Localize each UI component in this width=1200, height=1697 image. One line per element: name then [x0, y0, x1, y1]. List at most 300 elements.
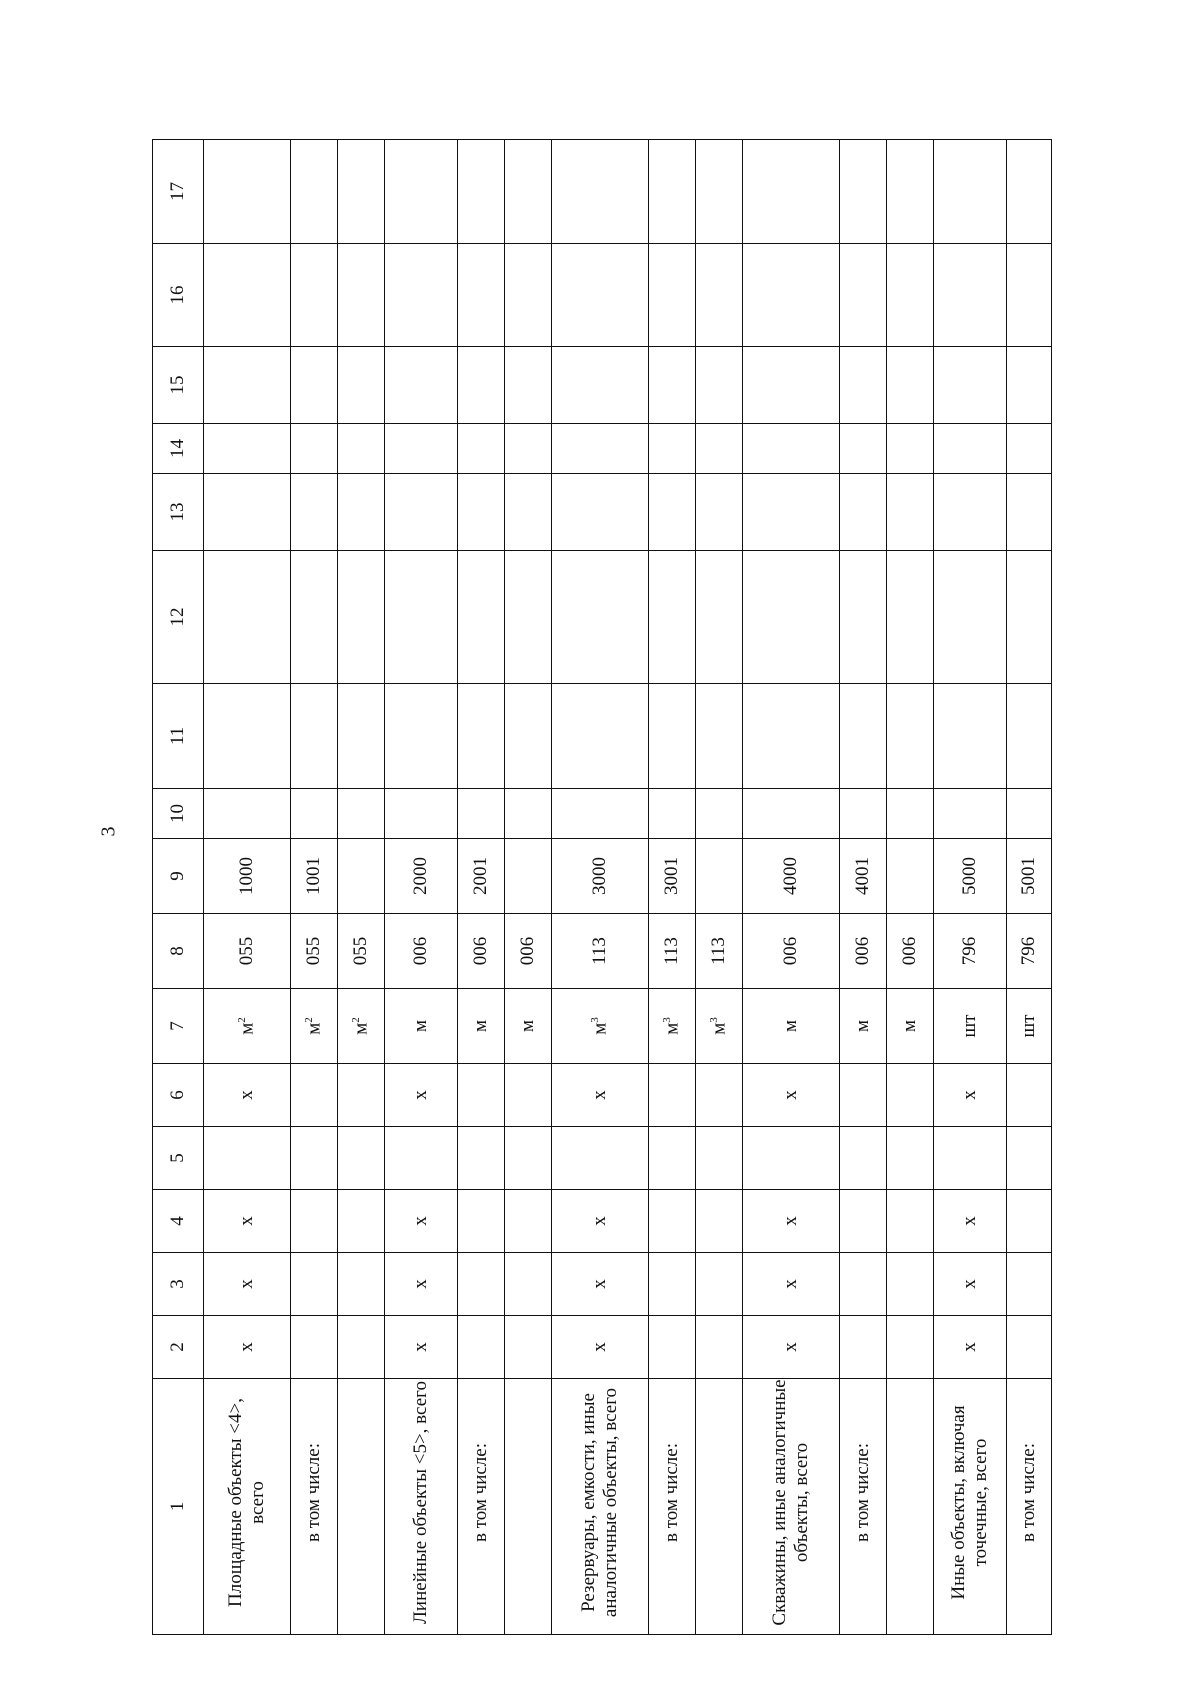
table-cell [290, 789, 337, 839]
cell-value: 006 [779, 936, 801, 966]
cell-value: 796 [1017, 936, 1039, 966]
table-cell [743, 839, 839, 914]
table-cell [839, 424, 886, 474]
cell-value: 113 [660, 937, 682, 965]
table-cell [839, 914, 886, 989]
table-cell [933, 839, 1006, 914]
table-cell [1006, 684, 1051, 789]
table-row [743, 140, 839, 1635]
cell-value: 2001 [469, 857, 491, 895]
table-cell [933, 1253, 1006, 1316]
table-cell [337, 1253, 384, 1316]
table-cell [648, 1253, 695, 1316]
table-cell [384, 244, 457, 347]
cell-value: 4000 [779, 857, 801, 895]
table-cell [1006, 1064, 1051, 1127]
table-cell [457, 474, 504, 551]
table-cell [695, 989, 742, 1064]
table-cell [743, 474, 839, 551]
table-cell [648, 140, 695, 244]
table-cell [457, 1127, 504, 1190]
table-cell [933, 684, 1006, 789]
cell-value: х [588, 1090, 610, 1100]
cell-value: м [660, 1022, 682, 1035]
table-cell [337, 1190, 384, 1253]
column-number-header: 15 [153, 347, 204, 424]
row-label: в том числе: [290, 1379, 337, 1635]
cell-value: х [409, 1216, 431, 1226]
cell-value: 055 [349, 936, 371, 966]
table-cell [384, 684, 457, 789]
table-cell [457, 244, 504, 347]
table-cell [337, 1316, 384, 1379]
table-cell [504, 1127, 551, 1190]
column-number-header: 17 [153, 140, 204, 244]
table-cell [337, 551, 384, 684]
table-cell [504, 1253, 551, 1316]
table-cell [290, 1316, 337, 1379]
cell-value: 5001 [1017, 857, 1039, 895]
table-cell [204, 989, 290, 1064]
table-cell [695, 684, 742, 789]
table-cell [204, 1064, 290, 1127]
table-cell [504, 684, 551, 789]
table-cell [552, 1190, 648, 1253]
rotated-table-wrapper [152, 182, 1052, 1635]
table-cell [457, 914, 504, 989]
table-cell [457, 1190, 504, 1253]
table-cell [886, 424, 933, 474]
table-cell [457, 839, 504, 914]
cell-value: 4001 [851, 857, 873, 895]
table-cell [1006, 347, 1051, 424]
table-cell [743, 1064, 839, 1127]
cell-value: х [588, 1216, 610, 1226]
cell-value: 006 [409, 936, 431, 966]
table-cell [204, 1316, 290, 1379]
table-cell [1006, 424, 1051, 474]
table-cell [290, 914, 337, 989]
table-row [839, 140, 886, 1635]
table-row [290, 140, 337, 1635]
table-cell [204, 914, 290, 989]
column-number-header: 9 [153, 839, 204, 914]
column-number-header: 14 [153, 424, 204, 474]
table-cell [384, 1064, 457, 1127]
table-cell [337, 989, 384, 1064]
table-cell [648, 989, 695, 1064]
table-cell [337, 140, 384, 244]
table-row [552, 140, 648, 1635]
table-cell [933, 1127, 1006, 1190]
table-cell [695, 1253, 742, 1316]
cell-value: 1001 [302, 857, 324, 895]
cell-value: 796 [958, 936, 980, 966]
table-cell [839, 989, 886, 1064]
table-cell [839, 1316, 886, 1379]
table-cell [695, 1064, 742, 1127]
table-cell [648, 839, 695, 914]
table-cell [384, 839, 457, 914]
table-cell [933, 989, 1006, 1064]
table-cell [743, 424, 839, 474]
column-number-header: 4 [153, 1190, 204, 1253]
table-cell [933, 1316, 1006, 1379]
row-label: в том числе: [648, 1379, 695, 1635]
table-cell [457, 1064, 504, 1127]
cell-value: м [517, 1019, 539, 1033]
table-cell [552, 684, 648, 789]
table-cell [504, 474, 551, 551]
table-cell [1006, 551, 1051, 684]
table-cell [290, 551, 337, 684]
table-cell [552, 424, 648, 474]
cell-value: шт [1017, 1014, 1039, 1038]
table-cell [839, 140, 886, 244]
table-cell [886, 140, 933, 244]
column-number-header: 7 [153, 989, 204, 1064]
table-cell [552, 244, 648, 347]
cell-value: 3001 [660, 857, 682, 895]
table-cell [337, 1127, 384, 1190]
table-cell [648, 1316, 695, 1379]
table-cell [695, 914, 742, 989]
table-cell [290, 474, 337, 551]
table-cell [384, 789, 457, 839]
table-cell [743, 989, 839, 1064]
table-cell [504, 1064, 551, 1127]
table-cell [839, 1064, 886, 1127]
column-number-header: 1 [153, 1379, 204, 1635]
table-cell [552, 1127, 648, 1190]
row-label: Линейные объекты <5>, всего [384, 1379, 457, 1635]
table-cell [743, 551, 839, 684]
row-label: Площадные объекты <4>, всего [204, 1379, 290, 1635]
unit-superscript: 3 [588, 1017, 601, 1023]
table-cell [337, 684, 384, 789]
table-row [457, 140, 504, 1635]
table-cell [933, 1190, 1006, 1253]
table-cell [839, 474, 886, 551]
table-cell [504, 789, 551, 839]
table-cell [552, 914, 648, 989]
table-cell [839, 684, 886, 789]
column-number-header: 8 [153, 914, 204, 989]
row-label: Резервуары, емкости, иные аналогичные объекты, всего [552, 1379, 648, 1635]
cell-value: х [958, 1090, 980, 1100]
table-cell [933, 914, 1006, 989]
table-cell [695, 1127, 742, 1190]
cell-value: х [409, 1279, 431, 1289]
table-cell [457, 684, 504, 789]
cell-value: х [235, 1216, 257, 1226]
table-cell [337, 424, 384, 474]
table-cell [1006, 1190, 1051, 1253]
table-cell [337, 789, 384, 839]
table-cell [1006, 1127, 1051, 1190]
cell-value: м [779, 1019, 801, 1033]
table-cell [648, 914, 695, 989]
table-cell [504, 347, 551, 424]
column-number-header: 12 [153, 551, 204, 684]
table-cell [695, 347, 742, 424]
row-label [504, 1379, 551, 1635]
page-number: 3 [97, 826, 120, 837]
table-cell [933, 551, 1006, 684]
table-cell [886, 1253, 933, 1316]
cell-value: 2000 [409, 857, 431, 895]
table-cell [933, 244, 1006, 347]
table-cell [290, 839, 337, 914]
table-cell [648, 1190, 695, 1253]
table-cell [384, 551, 457, 684]
table-cell [504, 989, 551, 1064]
table-cell [204, 1127, 290, 1190]
table-cell [384, 989, 457, 1064]
column-number-header: 5 [153, 1127, 204, 1190]
table-cell [290, 1190, 337, 1253]
table-cell [204, 789, 290, 839]
table-cell [1006, 140, 1051, 244]
table-cell [886, 789, 933, 839]
table-cell [886, 347, 933, 424]
table-cell [337, 914, 384, 989]
table-cell [839, 789, 886, 839]
cell-value: х [235, 1090, 257, 1100]
table-cell [384, 424, 457, 474]
table-cell [204, 839, 290, 914]
table-cell [384, 140, 457, 244]
table-cell [457, 789, 504, 839]
table-cell [204, 551, 290, 684]
table-cell [290, 424, 337, 474]
table-cell [886, 1127, 933, 1190]
table-cell [743, 789, 839, 839]
table-cell [648, 684, 695, 789]
table-cell [1006, 244, 1051, 347]
table-cell [886, 1064, 933, 1127]
table-row [204, 140, 290, 1635]
table-cell [695, 244, 742, 347]
cell-value: м [708, 1022, 730, 1035]
row-label [886, 1379, 933, 1635]
table-cell [743, 1253, 839, 1316]
table-cell [504, 839, 551, 914]
table-cell [933, 140, 1006, 244]
table-cell [648, 244, 695, 347]
table-cell [695, 1316, 742, 1379]
table-cell [1006, 989, 1051, 1064]
cell-value: м [898, 1019, 920, 1033]
table-cell [384, 1253, 457, 1316]
table-cell [695, 1190, 742, 1253]
table-cell [504, 1190, 551, 1253]
cell-value: 006 [898, 936, 920, 966]
table-cell [384, 347, 457, 424]
column-number-header: 2 [153, 1316, 204, 1379]
cell-value: 006 [517, 936, 539, 966]
header-row [153, 140, 204, 1635]
cell-value: 055 [235, 936, 257, 966]
cell-value: 5000 [958, 857, 980, 895]
table-cell [457, 989, 504, 1064]
column-number-header: 11 [153, 684, 204, 789]
cell-value: м [469, 1019, 491, 1033]
cell-value: х [779, 1279, 801, 1289]
table-cell [337, 244, 384, 347]
cell-value: 113 [588, 937, 610, 965]
table-cell [648, 551, 695, 684]
table-cell [695, 839, 742, 914]
table-cell [384, 1127, 457, 1190]
table-cell [886, 1190, 933, 1253]
table-cell [695, 789, 742, 839]
table-cell [552, 1316, 648, 1379]
table-cell [457, 1253, 504, 1316]
unit-superscript: 2 [235, 1017, 248, 1023]
table-cell [290, 1064, 337, 1127]
cell-value: х [958, 1342, 980, 1352]
table-cell [886, 1316, 933, 1379]
table-cell [504, 551, 551, 684]
table-cell [743, 244, 839, 347]
table-cell [743, 914, 839, 989]
table-row [337, 140, 384, 1635]
column-number-header: 13 [153, 474, 204, 551]
table-cell [337, 839, 384, 914]
table-cell [552, 1064, 648, 1127]
row-label: в том числе: [457, 1379, 504, 1635]
table-cell [743, 1190, 839, 1253]
table-cell [384, 1190, 457, 1253]
table-cell [552, 474, 648, 551]
table-cell [933, 347, 1006, 424]
table-cell [384, 1316, 457, 1379]
table-cell [552, 989, 648, 1064]
table-row [648, 140, 695, 1635]
table-cell [1006, 1316, 1051, 1379]
table-row [886, 140, 933, 1635]
table-cell [648, 474, 695, 551]
cell-value: х [235, 1342, 257, 1352]
table-cell [552, 839, 648, 914]
table-cell [552, 140, 648, 244]
row-label [337, 1379, 384, 1635]
cell-value: 006 [851, 936, 873, 966]
cell-value: 1000 [235, 857, 257, 895]
table-cell [1006, 1253, 1051, 1316]
table-cell [504, 140, 551, 244]
row-label: Скважины, иные аналогичные объекты, всего [743, 1379, 839, 1635]
table-cell [552, 789, 648, 839]
table-cell [204, 244, 290, 347]
cell-value: 006 [469, 936, 491, 966]
table-cell [933, 1064, 1006, 1127]
unit-superscript: 3 [660, 1017, 673, 1023]
table-cell [933, 789, 1006, 839]
column-number-header: 10 [153, 789, 204, 839]
cell-value: 113 [708, 937, 730, 965]
table-cell [648, 1127, 695, 1190]
table-cell [1006, 914, 1051, 989]
table-cell [552, 347, 648, 424]
table-cell [552, 551, 648, 684]
row-label: Иные объекты, включая точечные, всего [933, 1379, 1006, 1635]
table-cell [886, 474, 933, 551]
table-cell [504, 244, 551, 347]
cell-value: х [779, 1090, 801, 1100]
cell-value: х [588, 1342, 610, 1352]
table-cell [337, 1064, 384, 1127]
table-cell [886, 839, 933, 914]
table-cell [290, 989, 337, 1064]
row-label [695, 1379, 742, 1635]
table-cell [743, 1316, 839, 1379]
table-cell [457, 347, 504, 424]
table-cell [290, 1253, 337, 1316]
table-cell [648, 1064, 695, 1127]
table-cell [204, 347, 290, 424]
column-number-header: 3 [153, 1253, 204, 1316]
cell-value: м [236, 1022, 258, 1035]
unit-superscript: 3 [707, 1017, 720, 1023]
table-cell [1006, 474, 1051, 551]
table-cell [933, 474, 1006, 551]
table-cell [204, 1190, 290, 1253]
table-cell [504, 424, 551, 474]
cell-value: 3000 [588, 857, 610, 895]
unit-superscript: 2 [349, 1017, 362, 1023]
cell-value: шт [958, 1014, 980, 1038]
table-row [504, 140, 551, 1635]
table-cell [839, 1253, 886, 1316]
table-cell [839, 551, 886, 684]
table-cell [290, 140, 337, 244]
table-cell [337, 347, 384, 424]
table-cell [1006, 839, 1051, 914]
table-cell [384, 474, 457, 551]
table-cell [204, 1253, 290, 1316]
table-cell [204, 474, 290, 551]
cell-value: м [350, 1022, 372, 1035]
table-cell [648, 789, 695, 839]
table-cell [204, 684, 290, 789]
table-cell [933, 424, 1006, 474]
table-cell [504, 1316, 551, 1379]
table-cell [695, 551, 742, 684]
cell-value: х [779, 1216, 801, 1226]
table-cell [695, 474, 742, 551]
table-cell [204, 140, 290, 244]
cell-value: 055 [302, 936, 324, 966]
table-cell [457, 140, 504, 244]
table-cell [504, 914, 551, 989]
table-cell [839, 839, 886, 914]
table-cell [886, 914, 933, 989]
table-cell [695, 140, 742, 244]
unit-superscript: 2 [302, 1017, 315, 1023]
cell-value: м [302, 1022, 324, 1035]
table-cell [743, 684, 839, 789]
table-cell [552, 1253, 648, 1316]
table-cell [886, 989, 933, 1064]
table-cell [839, 347, 886, 424]
row-label: в том числе: [1006, 1379, 1051, 1635]
table-cell [290, 347, 337, 424]
table-row [384, 140, 457, 1635]
objects-table [152, 139, 1052, 1635]
table-cell [337, 474, 384, 551]
